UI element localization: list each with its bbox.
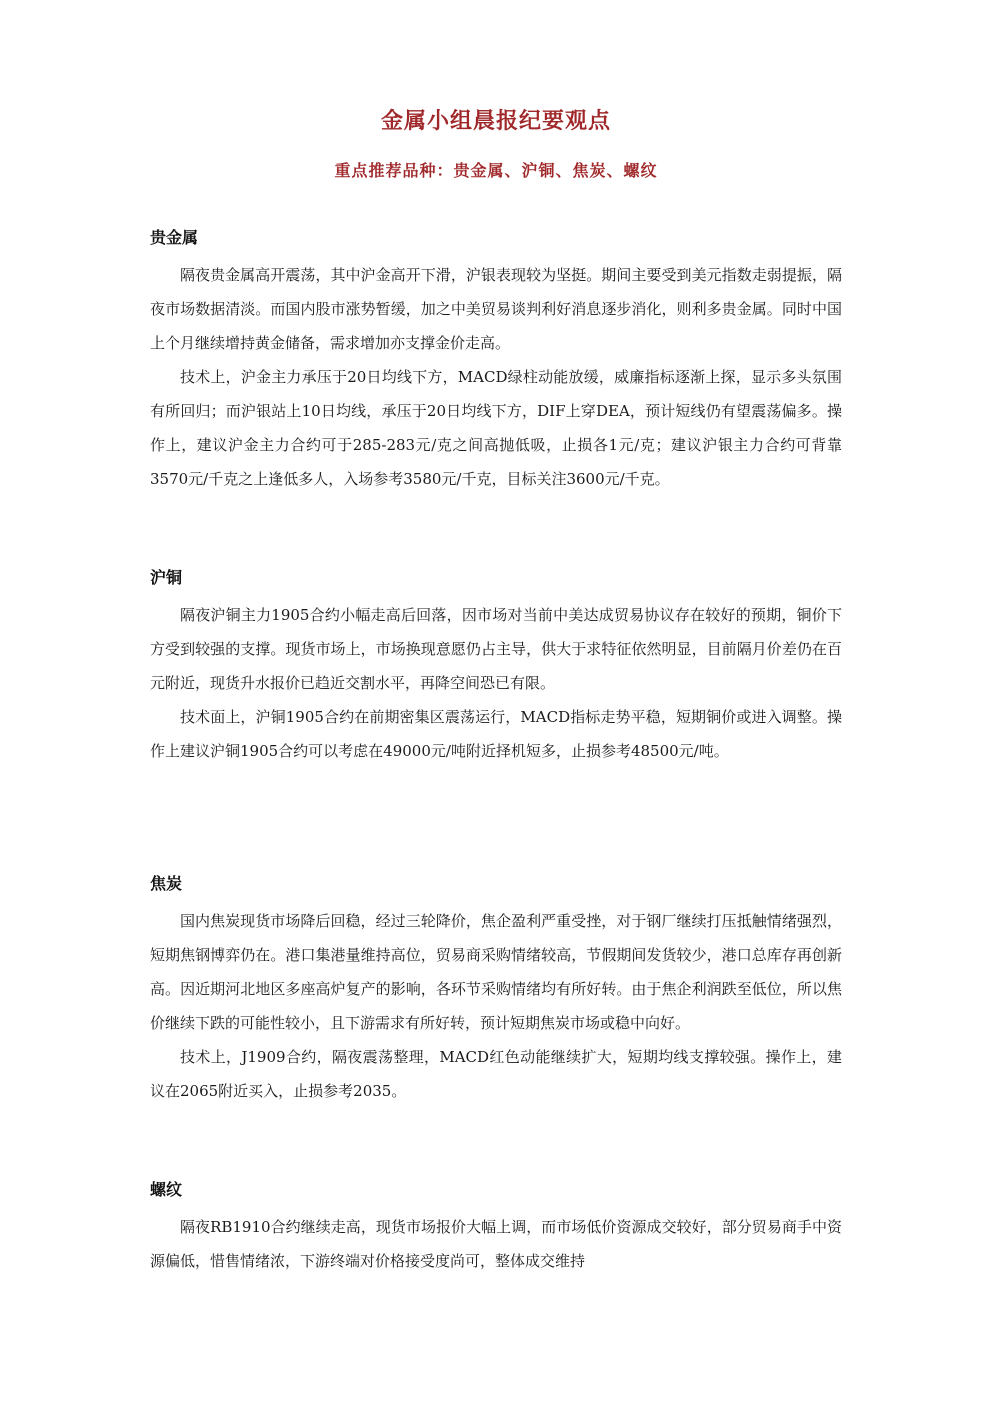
paragraph: 隔夜RB1910合约继续走高，现货市场报价大幅上调，而市场低价资源成交较好，部分贸易商手中资源偏低，惜售情绪浓，下游终端对价格接受度尚可，整体成交维持 bbox=[150, 1218, 842, 1270]
section-copper bbox=[150, 566, 842, 768]
paragraph: 隔夜贵金属高开震荡，其中沪金高开下滑，沪银表现较为坚挺。期间主要受到美元指数走弱提振，隔夜市场数据清淡。而国内股市涨势暂缓，加之中美贸易谈判利好消息逐步消化，则利多贵金属。同时中国上个月继续增持黄金储备，需求增加亦支撑金价走高。 bbox=[150, 266, 842, 352]
paragraph: 隔夜沪铜主力1905合约小幅走高后回落，因市场对当前中美达成贸易协议存在较好的预期，铜价下方受到较强的支撑。现货市场上，市场换现意愿仍占主导，供大于求特征依然明显，目前隔月价差仍在百元附近，现货升水报价已趋近交割水平，再降空间恐已有限。 bbox=[150, 606, 842, 692]
section-heading: 焦炭 bbox=[150, 874, 183, 893]
section-coke bbox=[150, 872, 842, 1108]
paragraph: 技术上，沪金主力承压于20日均线下方，MACD绿柱动能放缓，威廉指标逐渐上探，显示多头氛围有所回归；而沪银站上10日均线，承压于20日均线下方，DIF上穿DEA，预计短线仍有望震荡偏多。操作上，建议沪金主力合约可于285-283元/克之间高抛低吸，止损各1元/克；建议沪银主力合约可背靠3570元/千克之上逢低多人，入场参考3580元/千克，目标关注3600元/千克。 bbox=[150, 368, 842, 488]
paragraph: 技术面上，沪铜1905合约在前期密集区震荡运行，MACD指标走势平稳，短期铜价或进入调整。操作上建议沪铜1905合约可以考虑在49000元/吨附近择机短多，止损参考48500元/吨。 bbox=[150, 708, 842, 760]
section-rebar bbox=[150, 1178, 842, 1278]
paragraph: 技术上，J1909合约，隔夜震荡整理，MACD红色动能继续扩大，短期均线支撑较强。操作上，建议在2065附近买入，止损参考2035。 bbox=[150, 1048, 842, 1100]
section-heading: 贵金属 bbox=[150, 228, 199, 247]
paragraph: 国内焦炭现货市场降后回稳，经过三轮降价，焦企盈利严重受挫，对于钢厂继续打压抵触情绪强烈，短期焦钢博弈仍在。港口集港量维持高位，贸易商采购情绪较高，节假期间发货较少，港口总库存再创新高。因近期河北地区多座高炉复产的影响，各环节采购情绪均有所好转。由于焦企利润跌至低位，所以焦价继续下跌的可能性较小，且下游需求有所好转，预计短期焦炭市场或稳中向好。 bbox=[150, 912, 842, 1032]
section-precious-metals bbox=[150, 226, 842, 496]
section-heading: 螺纹 bbox=[150, 1180, 183, 1199]
recommended-varieties-subtitle: 重点推荐品种：贵金属、沪铜、焦炭、螺纹 bbox=[334, 161, 658, 180]
document-title: 金属小组晨报纪要观点 bbox=[380, 109, 611, 134]
section-heading: 沪铜 bbox=[150, 568, 183, 587]
